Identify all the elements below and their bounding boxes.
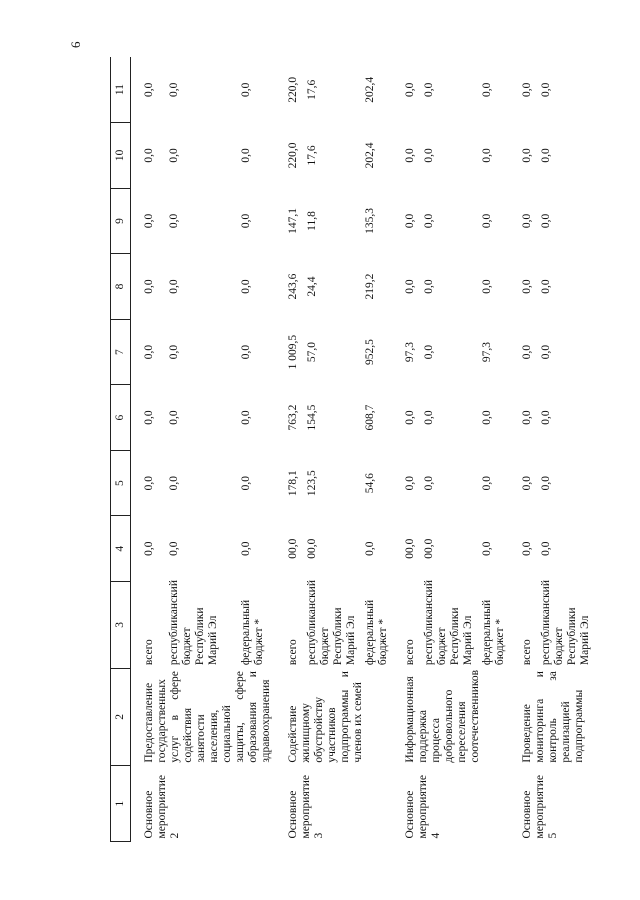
value-cell: 0,0 (168, 213, 181, 229)
funding-source: всего (404, 639, 416, 666)
value-cell: 0,0 (168, 541, 181, 556)
funding-source: республиканский бюджет Республики Марий Эл (540, 580, 591, 666)
value-cell: 0,0 (404, 148, 416, 163)
value-cell: 0,0 (540, 213, 552, 229)
value-cell: 178,1 (287, 470, 299, 497)
value-cell: 0,0 (168, 475, 181, 491)
column-header-1: 1 (111, 766, 131, 842)
value-cell: 0,0 (404, 82, 416, 98)
activity-description: Проведение мониторинга и контроль за реализацией подпрограммы (521, 671, 585, 763)
column-header-8: 8 (111, 254, 131, 320)
value-cell: 0,0 (481, 475, 493, 491)
value-cell: 220,0 (287, 142, 299, 169)
value-cell: 00,0 (404, 538, 416, 559)
value-cell: 0,0 (364, 541, 376, 556)
value-cell: 0,0 (168, 279, 181, 294)
value-cell: 763,2 (287, 404, 299, 431)
value-cell: 202,4 (364, 142, 376, 169)
funding-source: федеральный бюджет * (364, 599, 389, 666)
activity-description: Предоставление государственных услуг в сфере содействия занятости населения, социальной защиты, сфере образования и здравоохранения (143, 671, 272, 763)
value-cell: 0,0 (143, 344, 155, 360)
value-cell: 0,0 (404, 475, 416, 491)
value-cell: 11,8 (306, 211, 318, 231)
funding-source: всего (143, 639, 155, 666)
value-cell: 0,0 (143, 475, 155, 491)
rotated-table-sheet (110, 57, 591, 842)
value-cell: 1 009,5 (287, 334, 299, 370)
value-cell: 0,0 (521, 148, 533, 163)
table-row (509, 57, 536, 842)
column-header-2: 2 (111, 668, 131, 766)
value-cell: 0,0 (168, 148, 181, 163)
activity-description: Содействие жилищному обустройству участников подпрограммы и членов их семей (287, 671, 364, 763)
column-header-7: 7 (111, 319, 131, 385)
value-cell: 0,0 (521, 410, 533, 425)
column-header-9: 9 (111, 188, 131, 254)
value-cell: 0,0 (481, 213, 493, 229)
value-cell: 0,0 (168, 344, 181, 360)
value-cell: 0,0 (404, 410, 416, 425)
value-cell: 0,0 (481, 148, 493, 163)
funding-source: всего (521, 639, 533, 666)
value-cell: 0,0 (521, 475, 533, 491)
value-cell: 0,0 (540, 475, 552, 491)
table-row (131, 57, 165, 842)
value-cell: 0,0 (239, 148, 252, 163)
value-cell: 0,0 (423, 279, 435, 294)
value-cell: 0,0 (239, 344, 252, 360)
column-header-3: 3 (111, 581, 131, 668)
value-cell: 0,0 (521, 541, 533, 556)
value-cell: 0,0 (143, 279, 155, 294)
column-header-5: 5 (111, 450, 131, 516)
value-cell: 220,0 (287, 76, 299, 103)
value-cell: 00,0 (423, 538, 435, 559)
value-cell: 57,0 (306, 342, 318, 363)
value-cell: 952,5 (364, 339, 376, 365)
value-cell: 154,5 (306, 404, 318, 431)
value-cell: 24,4 (306, 276, 318, 297)
value-cell: 0,0 (540, 541, 552, 556)
value-cell: 0,0 (143, 541, 155, 556)
activity-name: Основное мероприятие 3 (287, 774, 325, 839)
value-cell: 00,0 (287, 538, 299, 559)
value-cell: 17,6 (306, 145, 318, 166)
value-cell: 0,0 (540, 82, 552, 98)
funding-source: федеральный бюджет * (481, 599, 506, 666)
table-row (275, 57, 302, 842)
value-cell: 0,0 (168, 82, 181, 98)
funding-source: республиканский бюджет Республики Марий Эл (306, 580, 357, 666)
value-cell: 0,0 (404, 279, 416, 294)
value-cell: 0,0 (423, 82, 435, 98)
value-cell: 135,3 (364, 208, 376, 234)
funding-source: республиканский бюджет Республики Марий Эл (423, 580, 474, 666)
funding-source: республиканский бюджет Республики Марий Эл (168, 580, 220, 666)
value-cell: 0,0 (239, 475, 252, 491)
value-cell: 0,0 (143, 213, 155, 229)
value-cell: 97,3 (481, 342, 493, 363)
activity-name: Основное мероприятие 4 (404, 774, 442, 839)
funding-table (110, 57, 594, 842)
activity-description: Информационная поддержка процесса добровольного переселения соотечественников (404, 669, 481, 763)
column-header-11: 11 (111, 57, 131, 123)
value-cell: 0,0 (423, 475, 435, 491)
page-number: 6 (68, 41, 83, 48)
value-cell: 0,0 (481, 82, 493, 98)
value-cell: 0,0 (481, 279, 493, 294)
value-cell: 0,0 (521, 344, 533, 360)
value-cell: 0,0 (540, 410, 552, 425)
value-cell: 97,3 (404, 342, 416, 363)
funding-source: всего (287, 639, 299, 666)
value-cell: 0,0 (423, 344, 435, 360)
value-cell: 123,5 (306, 470, 318, 497)
value-cell: 0,0 (521, 279, 533, 294)
funding-source: федеральный бюджет * (239, 599, 265, 666)
value-cell: 54,6 (364, 473, 376, 494)
value-cell: 17,6 (306, 79, 318, 100)
value-cell: 0,0 (423, 410, 435, 425)
value-cell: 0,0 (168, 410, 181, 425)
table-body (131, 57, 595, 842)
value-cell: 0,0 (540, 279, 552, 294)
value-cell: 0,0 (540, 148, 552, 163)
activity-name: Основное мероприятие 2 (143, 774, 181, 839)
column-header-10: 10 (111, 123, 131, 189)
value-cell: 0,0 (239, 82, 252, 98)
value-cell: 0,0 (239, 279, 252, 294)
header-row (111, 57, 131, 842)
value-cell: 0,0 (404, 213, 416, 229)
value-cell: 0,0 (521, 82, 533, 98)
value-cell: 0,0 (143, 410, 155, 425)
value-cell: 0,0 (239, 410, 252, 425)
column-header-4: 4 (111, 516, 131, 582)
value-cell: 219,2 (364, 273, 376, 300)
value-cell: 0,0 (521, 213, 533, 229)
value-cell: 202,4 (364, 76, 376, 103)
value-cell: 0,0 (423, 213, 435, 229)
activity-name: Основное мероприятие 5 (521, 774, 559, 839)
column-header-6: 6 (111, 385, 131, 451)
value-cell: 0,0 (481, 541, 493, 556)
value-cell: 0,0 (143, 82, 155, 98)
table-row (392, 57, 419, 842)
value-cell: 608,7 (364, 404, 376, 431)
value-cell: 0,0 (239, 213, 252, 229)
value-cell: 0,0 (423, 148, 435, 163)
value-cell: 0,0 (540, 344, 552, 360)
value-cell: 147,1 (287, 208, 299, 234)
value-cell: 0,0 (239, 541, 252, 556)
value-cell: 0,0 (143, 148, 155, 163)
value-cell: 243,6 (287, 273, 299, 300)
value-cell: 00,0 (306, 538, 318, 559)
value-cell: 0,0 (481, 410, 493, 425)
